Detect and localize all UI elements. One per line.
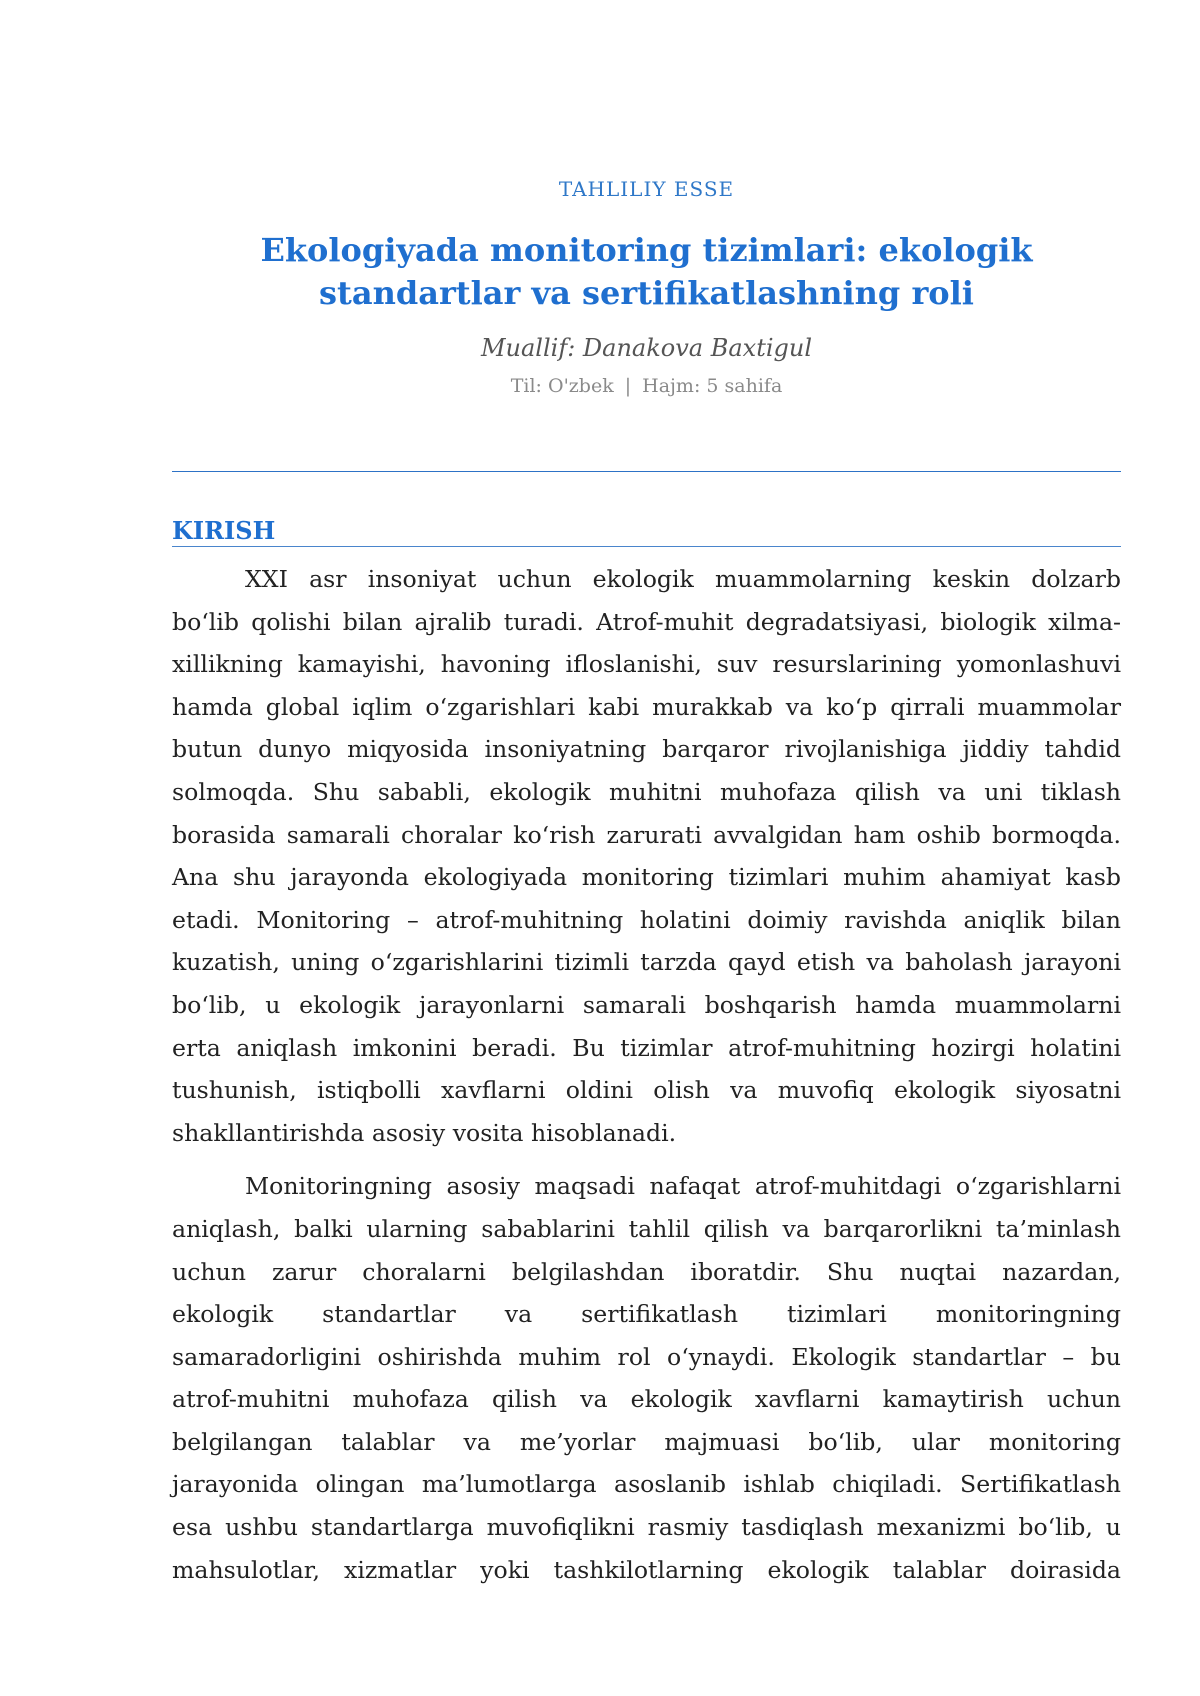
meta-separator: | bbox=[624, 375, 632, 397]
section-heading: KIRISH bbox=[172, 516, 1121, 547]
section-introduction bbox=[172, 516, 1121, 1602]
body-line: borasida samarali choralar koʻrish zarurati avvalgidan ham oshib bormoqda. bbox=[172, 820, 1121, 849]
body-line: aniqlash, balki ularning sabablarini tahlil qilish va barqarorlikni ta’minlash bbox=[172, 1214, 1121, 1243]
paragraph bbox=[172, 1165, 1121, 1591]
meta-length: Hajm: 5 sahifa bbox=[642, 375, 783, 397]
body-line: boʻlib qolishi bilan ajralib turadi. Atrof-muhit degradatsiyasi, biologik xilma- bbox=[172, 607, 1121, 636]
document-kicker: TAHLILIY ESSE bbox=[558, 177, 735, 201]
body-line: erta aniqlash imkonini beradi. Bu tizimlar atrof-muhitning hozirgi holatini bbox=[172, 1033, 1121, 1062]
header-divider bbox=[172, 471, 1121, 472]
body-line: Monitoringning asosiy maqsadi nafaqat atrof-muhitdagi oʻzgarishlarni bbox=[245, 1172, 1121, 1201]
body-line: xillikning kamayishi, havoning ifloslanishi, suv resurslarining yomonlashuvi bbox=[172, 650, 1121, 679]
body-line: uchun zarur choralarni belgilashdan iboratdir. Shu nuqtai nazardan, bbox=[172, 1257, 1121, 1286]
body-line: solmoqda. Shu sababli, ekologik muhitni muhofaza qilish va uni tiklash bbox=[172, 777, 1121, 806]
body-line: ekologik standartlar va sertifikatlash tizimlari monitoringning bbox=[172, 1300, 1121, 1329]
paragraph bbox=[172, 558, 1121, 1154]
body-line: shakllantirishda asosiy vosita hisoblanadi. bbox=[172, 1118, 677, 1147]
body-line: jarayonida olingan ma’lumotlarga asoslanib ishlab chiqiladi. Sertifikatlash bbox=[172, 1470, 1121, 1499]
body-line: tushunish, istiqbolli xavflarni oldini olish va muvofiq ekologik siyosatni bbox=[172, 1076, 1121, 1105]
body-line: atrof-muhitni muhofaza qilish va ekologik xavflarni kamaytirish uchun bbox=[172, 1385, 1121, 1414]
document-author: Muallif: Danakova Baxtigul bbox=[480, 334, 813, 362]
body-line: esa ushbu standartlarga muvofiqlikni rasmiy tasdiqlash mexanizmi boʻlib, u bbox=[172, 1513, 1121, 1542]
body-line: mahsulotlar, xizmatlar yoki tashkilotlarning ekologik talablar doirasida bbox=[172, 1555, 1121, 1584]
body-line: kuzatish, uning oʻzgarishlarini tizimli tarzda qayd etish va baholash jarayoni bbox=[172, 948, 1121, 977]
body-line: butun dunyo miqyosida insoniyatning barqaror rivojlanishiga jiddiy tahdid bbox=[172, 735, 1121, 764]
section-body bbox=[172, 558, 1121, 1591]
document-meta bbox=[172, 373, 1121, 399]
document-title: Ekologiyada monitoring tizimlari: ekologik standartlar va sertifikatlashning roli bbox=[260, 231, 1033, 312]
body-line: XXI asr insoniyat uchun ekologik muammolarning keskin dolzarb bbox=[245, 565, 1121, 593]
body-line: samaradorligini oshirishda muhim rol oʻynaydi. Ekologik standartlar – bu bbox=[172, 1342, 1121, 1371]
body-line: belgilangan talablar va me’yorlar majmuasi boʻlib, ular monitoring bbox=[172, 1427, 1121, 1456]
body-line: etadi. Monitoring – atrof-muhitning holatini doimiy ravishda aniqlik bilan bbox=[172, 905, 1121, 934]
body-line: hamda global iqlim oʻzgarishlari kabi murakkab va koʻp qirrali muammolar bbox=[172, 692, 1121, 721]
body-line: boʻlib, u ekologik jarayonlarni samarali boshqarish hamda muammolarni bbox=[172, 990, 1121, 1019]
body-line: Ana shu jarayonda ekologiyada monitoring tizimlari muhim ahamiyat kasb bbox=[172, 863, 1121, 892]
meta-language: Til: O'zbek bbox=[510, 375, 614, 397]
